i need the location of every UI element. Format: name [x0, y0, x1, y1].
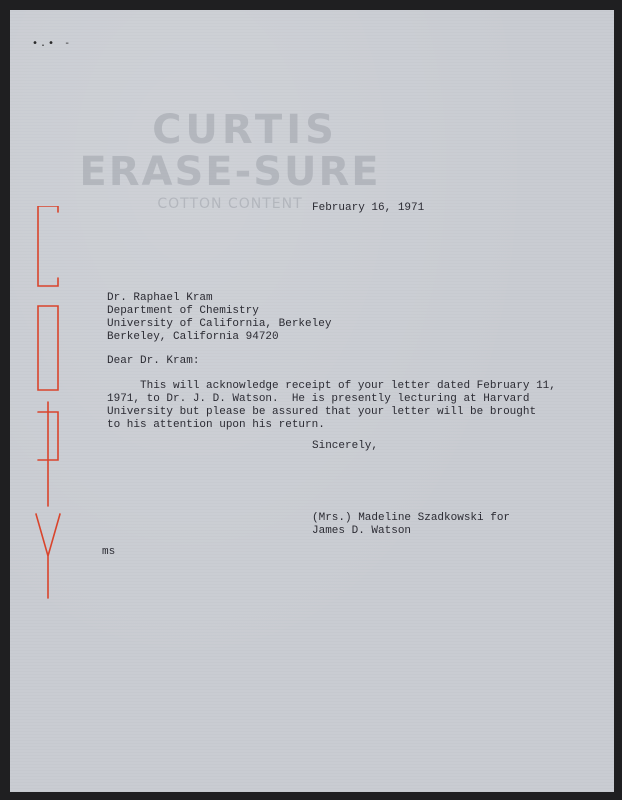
copy-stamp: [32, 206, 64, 602]
address-line: Berkeley, California 94720: [107, 331, 279, 343]
paper-watermark: [70, 107, 390, 212]
body-line: This will acknowledge receipt of your letter dated February 11,: [107, 380, 556, 392]
signature-line: (Mrs.) Madeline Szadkowski for: [312, 512, 511, 524]
letter-body: [107, 380, 556, 432]
body-line: to his attention upon his return.: [107, 419, 325, 431]
copy-stamp-letter-p: [38, 402, 58, 506]
signature-block: [312, 512, 510, 538]
letter-date: February 16, 1971: [312, 202, 425, 214]
address-line: University of California, Berkeley: [107, 318, 332, 330]
paper-specks: •.• -: [32, 38, 73, 49]
address-line: Department of Chemistry: [107, 305, 259, 317]
body-line: 1971, to Dr. J. D. Watson. He is presently lecturing at Harvard: [107, 393, 530, 405]
recipient-address: [107, 292, 331, 344]
copy-stamp-letter-y: [36, 514, 60, 598]
letter-page: [10, 10, 614, 792]
address-line: Dr. Raphael Kram: [107, 292, 213, 304]
body-line: University but please be assured that your letter will be brought: [107, 406, 537, 418]
watermark-line-1: CURTIS: [152, 107, 338, 153]
copy-stamp-letter-o: [38, 306, 58, 390]
signature-line: James D. Watson: [312, 525, 412, 537]
salutation: Dear Dr. Kram:: [107, 355, 200, 367]
watermark-line-2: ERASE-SURE: [79, 149, 381, 195]
watermark-line-3: COTTON CONTENT: [157, 196, 303, 212]
copy-stamp-letter-c: [38, 206, 58, 286]
typist-initials: ms: [102, 546, 116, 558]
closing: Sincerely,: [312, 440, 379, 452]
